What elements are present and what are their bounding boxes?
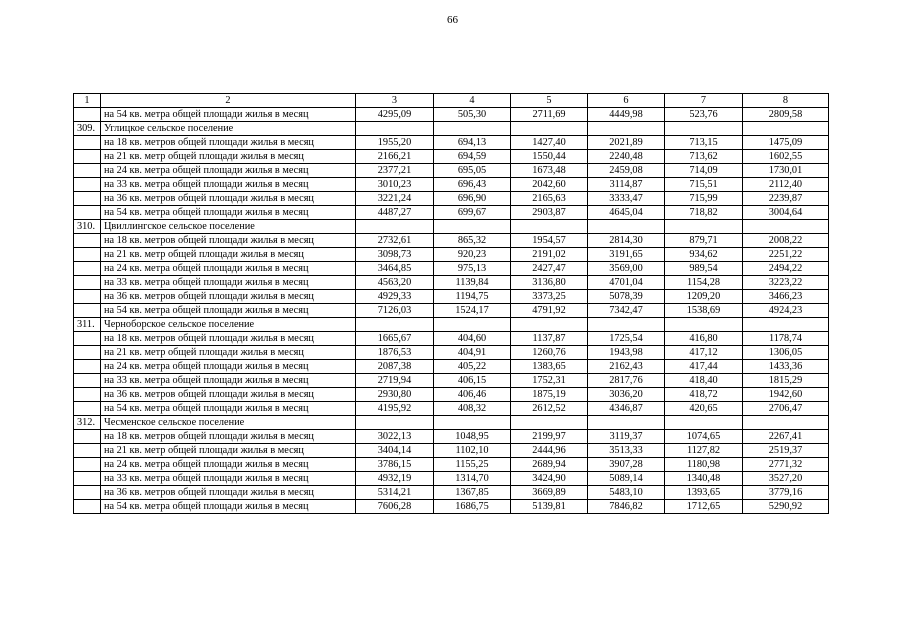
empty-cell (588, 122, 665, 136)
value-cell: 2162,43 (588, 360, 665, 374)
row-label: на 54 кв. метра общей площади жилья в месяц (101, 108, 356, 122)
value-cell: 975,13 (434, 262, 511, 276)
value-cell: 2706,47 (743, 402, 829, 416)
value-cell: 2459,08 (588, 164, 665, 178)
value-cell: 718,82 (665, 206, 743, 220)
value-cell: 1752,31 (511, 374, 588, 388)
table-row (74, 388, 829, 402)
value-cell: 406,15 (434, 374, 511, 388)
value-cell: 696,90 (434, 192, 511, 206)
value-cell: 2809,58 (743, 108, 829, 122)
value-cell: 2199,97 (511, 430, 588, 444)
empty-cell (434, 318, 511, 332)
value-cell: 3569,00 (588, 262, 665, 276)
value-cell: 3114,87 (588, 178, 665, 192)
row-label: на 24 кв. метра общей площади жилья в месяц (101, 458, 356, 472)
value-cell: 4791,92 (511, 304, 588, 318)
index-cell (74, 402, 101, 416)
row-label: на 24 кв. метра общей площади жилья в месяц (101, 164, 356, 178)
value-cell: 1475,09 (743, 136, 829, 150)
value-cell: 1955,20 (356, 136, 434, 150)
row-label: на 33 кв. метра общей площади жилья в месяц (101, 276, 356, 290)
value-cell: 3119,37 (588, 430, 665, 444)
table-row (74, 346, 829, 360)
value-cell: 7606,28 (356, 500, 434, 514)
value-cell: 1725,54 (588, 332, 665, 346)
value-cell: 404,91 (434, 346, 511, 360)
group-row (74, 318, 829, 332)
value-cell: 695,05 (434, 164, 511, 178)
value-cell: 1194,75 (434, 290, 511, 304)
index-cell (74, 108, 101, 122)
index-cell (74, 500, 101, 514)
table-row (74, 444, 829, 458)
index-cell (74, 430, 101, 444)
value-cell: 3669,89 (511, 486, 588, 500)
value-cell: 4924,23 (743, 304, 829, 318)
row-label: на 18 кв. метров общей площади жилья в месяц (101, 136, 356, 150)
row-label: на 33 кв. метра общей площади жилья в месяц (101, 178, 356, 192)
index-cell (74, 388, 101, 402)
column-header: 1 (74, 94, 101, 108)
table-row (74, 374, 829, 388)
value-cell: 418,72 (665, 388, 743, 402)
table-row (74, 458, 829, 472)
row-label: на 33 кв. метра общей площади жилья в месяц (101, 472, 356, 486)
empty-cell (665, 122, 743, 136)
table-row (74, 178, 829, 192)
value-cell: 417,44 (665, 360, 743, 374)
value-cell: 2732,61 (356, 234, 434, 248)
value-cell: 3424,90 (511, 472, 588, 486)
group-title: Чесменское сельское поселение (101, 416, 356, 430)
row-label: на 18 кв. метров общей площади жилья в месяц (101, 234, 356, 248)
value-cell: 3527,20 (743, 472, 829, 486)
empty-cell (665, 220, 743, 234)
row-label: на 33 кв. метра общей площади жилья в месяц (101, 374, 356, 388)
value-cell: 416,80 (665, 332, 743, 346)
value-cell: 699,67 (434, 206, 511, 220)
value-cell: 1367,85 (434, 486, 511, 500)
column-header: 2 (101, 94, 356, 108)
value-cell: 4929,33 (356, 290, 434, 304)
value-cell: 1433,36 (743, 360, 829, 374)
value-cell: 713,62 (665, 150, 743, 164)
row-label: на 36 кв. метров общей площади жилья в месяц (101, 192, 356, 206)
value-cell: 2191,02 (511, 248, 588, 262)
value-cell: 1673,48 (511, 164, 588, 178)
value-cell: 2689,94 (511, 458, 588, 472)
value-cell: 1602,55 (743, 150, 829, 164)
value-cell: 694,59 (434, 150, 511, 164)
value-cell: 1524,17 (434, 304, 511, 318)
index-cell (74, 262, 101, 276)
value-cell: 3466,23 (743, 290, 829, 304)
table-row (74, 430, 829, 444)
empty-cell (743, 318, 829, 332)
value-cell: 2377,21 (356, 164, 434, 178)
value-cell: 4645,04 (588, 206, 665, 220)
value-cell: 1340,48 (665, 472, 743, 486)
row-label: на 21 кв. метр общей площади жилья в месяц (101, 346, 356, 360)
table-row (74, 262, 829, 276)
value-cell: 1074,65 (665, 430, 743, 444)
value-cell: 420,65 (665, 402, 743, 416)
empty-cell (434, 122, 511, 136)
group-index: 312. (74, 416, 101, 430)
index-cell (74, 248, 101, 262)
value-cell: 3464,85 (356, 262, 434, 276)
value-cell: 7846,82 (588, 500, 665, 514)
table-row (74, 234, 829, 248)
index-cell (74, 206, 101, 220)
group-title: Черноборское сельское поселение (101, 318, 356, 332)
value-cell: 920,23 (434, 248, 511, 262)
row-label: на 18 кв. метров общей площади жилья в месяц (101, 430, 356, 444)
value-cell: 2930,80 (356, 388, 434, 402)
empty-cell (743, 122, 829, 136)
value-cell: 1665,67 (356, 332, 434, 346)
value-cell: 1139,84 (434, 276, 511, 290)
table-row (74, 402, 829, 416)
value-cell: 3036,20 (588, 388, 665, 402)
value-cell: 3907,28 (588, 458, 665, 472)
index-cell (74, 472, 101, 486)
row-label: на 24 кв. метра общей площади жилья в месяц (101, 262, 356, 276)
value-cell: 4932,19 (356, 472, 434, 486)
empty-cell (511, 122, 588, 136)
value-cell: 2612,52 (511, 402, 588, 416)
value-cell: 696,43 (434, 178, 511, 192)
table-row (74, 486, 829, 500)
index-cell (74, 374, 101, 388)
value-cell: 3191,65 (588, 248, 665, 262)
value-cell: 1815,29 (743, 374, 829, 388)
index-cell (74, 290, 101, 304)
column-header: 6 (588, 94, 665, 108)
empty-cell (588, 318, 665, 332)
value-cell: 2251,22 (743, 248, 829, 262)
value-cell: 3010,23 (356, 178, 434, 192)
value-cell: 1686,75 (434, 500, 511, 514)
value-cell: 1393,65 (665, 486, 743, 500)
index-cell (74, 444, 101, 458)
tariff-table (73, 93, 829, 514)
value-cell: 2903,87 (511, 206, 588, 220)
value-cell: 2087,38 (356, 360, 434, 374)
index-cell (74, 332, 101, 346)
value-cell: 989,54 (665, 262, 743, 276)
row-label: на 21 кв. метр общей площади жилья в месяц (101, 248, 356, 262)
value-cell: 3513,33 (588, 444, 665, 458)
value-cell: 1942,60 (743, 388, 829, 402)
value-cell: 1102,10 (434, 444, 511, 458)
empty-cell (511, 416, 588, 430)
value-cell: 4563,20 (356, 276, 434, 290)
index-cell (74, 486, 101, 500)
empty-cell (356, 220, 434, 234)
value-cell: 1137,87 (511, 332, 588, 346)
value-cell: 1383,65 (511, 360, 588, 374)
column-header: 4 (434, 94, 511, 108)
value-cell: 3022,13 (356, 430, 434, 444)
row-label: на 21 кв. метр общей площади жилья в месяц (101, 444, 356, 458)
index-cell (74, 234, 101, 248)
row-label: на 18 кв. метров общей площади жилья в месяц (101, 332, 356, 346)
value-cell: 1209,20 (665, 290, 743, 304)
value-cell: 715,51 (665, 178, 743, 192)
value-cell: 406,46 (434, 388, 511, 402)
empty-cell (743, 416, 829, 430)
index-cell (74, 164, 101, 178)
group-row (74, 122, 829, 136)
value-cell: 4195,92 (356, 402, 434, 416)
empty-cell (743, 220, 829, 234)
value-cell: 2267,41 (743, 430, 829, 444)
value-cell: 1048,95 (434, 430, 511, 444)
value-cell: 3004,64 (743, 206, 829, 220)
value-cell: 1260,76 (511, 346, 588, 360)
index-cell (74, 458, 101, 472)
group-index: 311. (74, 318, 101, 332)
value-cell: 3223,22 (743, 276, 829, 290)
table-row (74, 360, 829, 374)
index-cell (74, 304, 101, 318)
value-cell: 2494,22 (743, 262, 829, 276)
value-cell: 5078,39 (588, 290, 665, 304)
index-cell (74, 136, 101, 150)
value-cell: 1127,82 (665, 444, 743, 458)
empty-cell (356, 416, 434, 430)
row-label: на 36 кв. метров общей площади жилья в месяц (101, 486, 356, 500)
value-cell: 523,76 (665, 108, 743, 122)
value-cell: 1876,53 (356, 346, 434, 360)
empty-cell (588, 220, 665, 234)
value-cell: 2444,96 (511, 444, 588, 458)
value-cell: 5290,92 (743, 500, 829, 514)
empty-cell (434, 416, 511, 430)
column-header: 3 (356, 94, 434, 108)
value-cell: 3779,16 (743, 486, 829, 500)
value-cell: 1943,98 (588, 346, 665, 360)
empty-cell (356, 122, 434, 136)
value-cell: 418,40 (665, 374, 743, 388)
value-cell: 2240,48 (588, 150, 665, 164)
value-cell: 2112,40 (743, 178, 829, 192)
row-label: на 54 кв. метра общей площади жилья в месяц (101, 206, 356, 220)
value-cell: 5483,10 (588, 486, 665, 500)
value-cell: 5314,21 (356, 486, 434, 500)
row-label: на 36 кв. метров общей площади жилья в месяц (101, 388, 356, 402)
value-cell: 1954,57 (511, 234, 588, 248)
value-cell: 4701,04 (588, 276, 665, 290)
value-cell: 4295,09 (356, 108, 434, 122)
value-cell: 2771,32 (743, 458, 829, 472)
value-cell: 7342,47 (588, 304, 665, 318)
column-header: 7 (665, 94, 743, 108)
index-cell (74, 178, 101, 192)
empty-cell (511, 220, 588, 234)
value-cell: 1712,65 (665, 500, 743, 514)
empty-cell (588, 416, 665, 430)
value-cell: 1178,74 (743, 332, 829, 346)
index-cell (74, 150, 101, 164)
value-cell: 7126,03 (356, 304, 434, 318)
page-number: 66 (447, 14, 458, 26)
empty-cell (356, 318, 434, 332)
group-row (74, 416, 829, 430)
table-row (74, 472, 829, 486)
value-cell: 1550,44 (511, 150, 588, 164)
value-cell: 1427,40 (511, 136, 588, 150)
value-cell: 3221,24 (356, 192, 434, 206)
index-cell (74, 192, 101, 206)
empty-cell (434, 220, 511, 234)
value-cell: 1314,70 (434, 472, 511, 486)
value-cell: 3404,14 (356, 444, 434, 458)
value-cell: 934,62 (665, 248, 743, 262)
index-cell (74, 346, 101, 360)
group-index: 310. (74, 220, 101, 234)
value-cell: 2166,21 (356, 150, 434, 164)
value-cell: 5139,81 (511, 500, 588, 514)
empty-cell (665, 416, 743, 430)
value-cell: 4346,87 (588, 402, 665, 416)
value-cell: 2239,87 (743, 192, 829, 206)
table-row (74, 500, 829, 514)
table-row (74, 206, 829, 220)
table-row (74, 164, 829, 178)
value-cell: 408,32 (434, 402, 511, 416)
value-cell: 505,30 (434, 108, 511, 122)
value-cell: 694,13 (434, 136, 511, 150)
value-cell: 4487,27 (356, 206, 434, 220)
value-cell: 2165,63 (511, 192, 588, 206)
value-cell: 1154,28 (665, 276, 743, 290)
table-row (74, 332, 829, 346)
value-cell: 1730,01 (743, 164, 829, 178)
table-row (74, 150, 829, 164)
value-cell: 714,09 (665, 164, 743, 178)
value-cell: 4449,98 (588, 108, 665, 122)
column-header: 5 (511, 94, 588, 108)
value-cell: 417,12 (665, 346, 743, 360)
value-cell: 2711,69 (511, 108, 588, 122)
table-row (74, 304, 829, 318)
empty-cell (511, 318, 588, 332)
group-title: Углицкое сельское поселение (101, 122, 356, 136)
value-cell: 1155,25 (434, 458, 511, 472)
value-cell: 2519,37 (743, 444, 829, 458)
value-cell: 2817,76 (588, 374, 665, 388)
table-row (74, 192, 829, 206)
group-index: 309. (74, 122, 101, 136)
value-cell: 1180,98 (665, 458, 743, 472)
value-cell: 3333,47 (588, 192, 665, 206)
row-label: на 54 кв. метра общей площади жилья в месяц (101, 304, 356, 318)
value-cell: 2814,30 (588, 234, 665, 248)
value-cell: 5089,14 (588, 472, 665, 486)
value-cell: 3136,80 (511, 276, 588, 290)
table-row (74, 290, 829, 304)
value-cell: 3373,25 (511, 290, 588, 304)
value-cell: 1875,19 (511, 388, 588, 402)
value-cell: 3786,15 (356, 458, 434, 472)
value-cell: 2021,89 (588, 136, 665, 150)
value-cell: 1306,05 (743, 346, 829, 360)
value-cell: 865,32 (434, 234, 511, 248)
table-row (74, 136, 829, 150)
group-row (74, 220, 829, 234)
row-label: на 21 кв. метр общей площади жилья в месяц (101, 150, 356, 164)
table-row (74, 276, 829, 290)
value-cell: 2427,47 (511, 262, 588, 276)
value-cell: 879,71 (665, 234, 743, 248)
value-cell: 2008,22 (743, 234, 829, 248)
value-cell: 2719,94 (356, 374, 434, 388)
table-row (74, 108, 829, 122)
header-row (74, 94, 829, 108)
value-cell: 713,15 (665, 136, 743, 150)
empty-cell (665, 318, 743, 332)
table-body (74, 94, 829, 514)
row-label: на 54 кв. метра общей площади жилья в месяц (101, 402, 356, 416)
value-cell: 1538,69 (665, 304, 743, 318)
group-title: Цвиллингское сельское поселение (101, 220, 356, 234)
value-cell: 405,22 (434, 360, 511, 374)
value-cell: 3098,73 (356, 248, 434, 262)
row-label: на 36 кв. метров общей площади жилья в месяц (101, 290, 356, 304)
column-header: 8 (743, 94, 829, 108)
index-cell (74, 360, 101, 374)
row-label: на 24 кв. метра общей площади жилья в месяц (101, 360, 356, 374)
row-label: на 54 кв. метра общей площади жилья в месяц (101, 500, 356, 514)
index-cell (74, 276, 101, 290)
value-cell: 2042,60 (511, 178, 588, 192)
value-cell: 404,60 (434, 332, 511, 346)
table-row (74, 248, 829, 262)
value-cell: 715,99 (665, 192, 743, 206)
